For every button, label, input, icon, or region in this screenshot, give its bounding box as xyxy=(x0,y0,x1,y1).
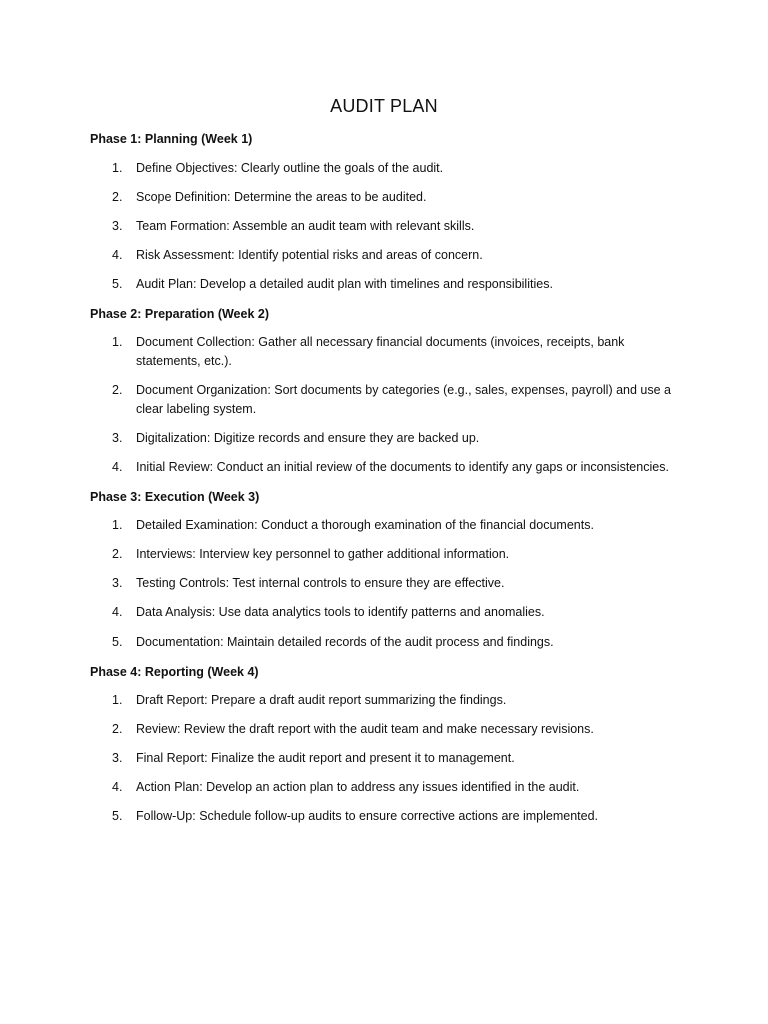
list-item-text: Digitalization: Digitize records and ensure they are backed up. xyxy=(136,431,480,445)
list-item-text: Final Report: Finalize the audit report and present it to management. xyxy=(136,751,515,765)
list-item xyxy=(112,188,682,207)
list-item xyxy=(112,516,682,535)
list-item xyxy=(112,749,682,768)
list-item-text: Document Organization: Sort documents by categories (e.g., sales, expenses, payroll) and use a clear labeling system. xyxy=(136,383,672,416)
list-item xyxy=(112,217,682,236)
list-item-text: Review: Review the draft report with the audit team and make necessary revisions. xyxy=(136,722,594,736)
list-item-number: 3. xyxy=(112,219,123,233)
list-item xyxy=(112,633,682,652)
list-item-number: 4. xyxy=(112,780,123,794)
list-item xyxy=(112,545,682,564)
list-item xyxy=(112,603,682,622)
document-title: AUDIT PLAN xyxy=(330,96,438,116)
list-item-text: Detailed Examination: Conduct a thorough examination of the financial documents. xyxy=(136,518,594,532)
list-item xyxy=(112,691,682,710)
list-item-text: Documentation: Maintain detailed records of the audit process and findings. xyxy=(136,635,554,649)
list-item xyxy=(112,275,682,294)
list-item xyxy=(112,458,682,477)
list-item-text: Risk Assessment: Identify potential risks and areas of concern. xyxy=(136,248,483,262)
list-item-text: Define Objectives: Clearly outline the goals of the audit. xyxy=(136,161,444,175)
list-item-text: Testing Controls: Test internal controls to ensure they are effective. xyxy=(136,576,505,590)
list-item-text: Draft Report: Prepare a draft audit report summarizing the findings. xyxy=(136,693,507,707)
list-item-text: Interviews: Interview key personnel to gather additional information. xyxy=(136,547,510,561)
list-item-number: 3. xyxy=(112,751,123,765)
phase-3-heading: Phase 3: Execution (Week 3) xyxy=(90,490,260,504)
list-item xyxy=(112,778,682,797)
list-item xyxy=(112,429,682,448)
list-item-number: 1. xyxy=(112,693,123,707)
list-item xyxy=(112,246,682,265)
list-item-text: Initial Review: Conduct an initial review of the documents to identify any gaps or inconsistencies. xyxy=(136,460,669,474)
list-item xyxy=(112,333,682,371)
list-item-text: Follow-Up: Schedule follow-up audits to ensure corrective actions are implemented. xyxy=(136,809,599,823)
list-item-number: 1. xyxy=(112,161,123,175)
list-item-number: 5. xyxy=(112,635,123,649)
list-item-number: 5. xyxy=(112,809,123,823)
list-item xyxy=(112,381,682,419)
list-item xyxy=(112,574,682,593)
list-item-text: Scope Definition: Determine the areas to be audited. xyxy=(136,190,427,204)
list-item-number: 4. xyxy=(112,460,123,474)
list-item-text: Action Plan: Develop an action plan to address any issues identified in the audit. xyxy=(136,780,580,794)
phase-2-heading: Phase 2: Preparation (Week 2) xyxy=(90,307,270,321)
list-item-number: 2. xyxy=(112,722,123,736)
list-item-text: Data Analysis: Use data analytics tools to identify patterns and anomalies. xyxy=(136,605,545,619)
list-item-number: 3. xyxy=(112,431,123,445)
list-item-text: Audit Plan: Develop a detailed audit plan with timelines and responsibilities. xyxy=(136,277,553,291)
phase-4-heading: Phase 4: Reporting (Week 4) xyxy=(90,665,259,679)
list-item-text: Document Collection: Gather all necessary financial documents (invoices, receipts, bank statements, etc.). xyxy=(136,335,625,368)
list-item-number: 4. xyxy=(112,248,123,262)
list-item-text: Team Formation: Assemble an audit team with relevant skills. xyxy=(136,219,475,233)
list-item-number: 1. xyxy=(112,335,123,349)
phase-1-heading: Phase 1: Planning (Week 1) xyxy=(90,132,253,146)
list-item xyxy=(112,720,682,739)
list-item-number: 5. xyxy=(112,277,123,291)
list-item-number: 2. xyxy=(112,547,123,561)
list-item-number: 4. xyxy=(112,605,123,619)
list-item-number: 2. xyxy=(112,383,123,397)
list-item xyxy=(112,159,682,178)
list-item-number: 2. xyxy=(112,190,123,204)
list-item-number: 1. xyxy=(112,518,123,532)
list-item xyxy=(112,807,682,826)
list-item-number: 3. xyxy=(112,576,123,590)
